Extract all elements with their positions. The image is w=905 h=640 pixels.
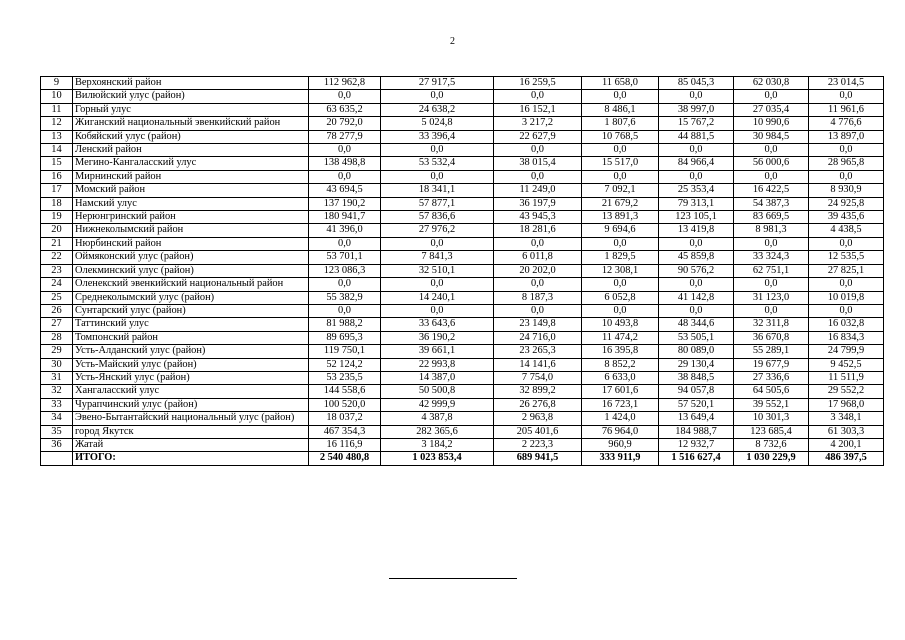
value-cell: 23 014,5 [809,77,884,90]
table-row [41,184,884,197]
district-name: Жиганский национальный эвенкийский район [73,117,309,130]
value-cell: 0,0 [381,144,494,157]
value-cell: 24 799,9 [809,345,884,358]
value-cell: 22 627,9 [494,130,582,143]
value-cell: 2 540 480,8 [309,452,381,465]
value-cell: 53 505,1 [659,331,734,344]
value-cell: 11 249,0 [494,184,582,197]
value-cell: 0,0 [734,90,809,103]
value-cell: 44 881,5 [659,130,734,143]
value-cell: 81 988,2 [309,318,381,331]
row-number: 16 [41,170,73,183]
value-cell: 4 776,6 [809,117,884,130]
value-cell: 1 516 627,4 [659,452,734,465]
district-name: Мирнинский район [73,170,309,183]
value-cell: 57 877,1 [381,197,494,210]
district-name: Таттинский улус [73,318,309,331]
value-cell: 144 558,6 [309,385,381,398]
value-cell: 0,0 [734,278,809,291]
budget-table [40,76,884,466]
value-cell: 180 941,7 [309,211,381,224]
value-cell: 31 123,0 [734,291,809,304]
value-cell: 53 532,4 [381,157,494,170]
value-cell: 8 852,2 [582,358,659,371]
value-cell: 25 353,4 [659,184,734,197]
value-cell: 0,0 [659,237,734,250]
value-cell: 27 917,5 [381,77,494,90]
table-row [41,331,884,344]
value-cell: 0,0 [309,304,381,317]
value-cell: 43 694,5 [309,184,381,197]
value-cell: 0,0 [309,237,381,250]
district-name: Оленекский эвенкийский национальный район [73,278,309,291]
value-cell: 39 552,1 [734,398,809,411]
value-cell: 112 962,8 [309,77,381,90]
row-number: 31 [41,371,73,384]
value-cell: 0,0 [659,170,734,183]
value-cell: 38 015,4 [494,157,582,170]
value-cell: 12 932,7 [659,438,734,451]
value-cell: 16 395,8 [582,345,659,358]
table-row [41,345,884,358]
table-row [41,144,884,157]
district-name: Намский улус [73,197,309,210]
value-cell: 14 240,1 [381,291,494,304]
value-cell: 6 011,8 [494,251,582,264]
row-number: 20 [41,224,73,237]
value-cell: 2 963,8 [494,412,582,425]
value-cell: 11 961,6 [809,103,884,116]
value-cell: 50 500,8 [381,385,494,398]
table-row [41,170,884,183]
value-cell: 8 930,9 [809,184,884,197]
value-cell: 36 197,9 [494,197,582,210]
total-row [41,452,884,465]
row-number: 18 [41,197,73,210]
table-row [41,438,884,451]
value-cell: 467 354,3 [309,425,381,438]
value-cell: 48 344,6 [659,318,734,331]
value-cell: 10 493,8 [582,318,659,331]
value-cell: 36 670,8 [734,331,809,344]
value-cell: 16 032,8 [809,318,884,331]
district-name: ИТОГО: [73,452,309,465]
row-number: 30 [41,358,73,371]
value-cell: 36 190,2 [381,331,494,344]
value-cell: 29 130,4 [659,358,734,371]
district-name: Момский район [73,184,309,197]
value-cell: 138 498,8 [309,157,381,170]
value-cell: 10 768,5 [582,130,659,143]
value-cell: 13 891,3 [582,211,659,224]
row-number: 35 [41,425,73,438]
value-cell: 56 000,6 [734,157,809,170]
value-cell: 486 397,5 [809,452,884,465]
value-cell: 14 141,6 [494,358,582,371]
value-cell: 78 277,9 [309,130,381,143]
table-row [41,291,884,304]
district-name: Томпонский район [73,331,309,344]
value-cell: 43 945,3 [494,211,582,224]
value-cell: 0,0 [494,90,582,103]
row-number: 26 [41,304,73,317]
value-cell: 42 999,9 [381,398,494,411]
value-cell: 1 829,5 [582,251,659,264]
value-cell: 16 834,3 [809,331,884,344]
value-cell: 57 836,6 [381,211,494,224]
value-cell: 0,0 [659,144,734,157]
value-cell: 0,0 [582,170,659,183]
value-cell: 8 486,1 [582,103,659,116]
value-cell: 14 387,0 [381,371,494,384]
value-cell: 0,0 [309,144,381,157]
value-cell: 24 638,2 [381,103,494,116]
value-cell: 1 807,6 [582,117,659,130]
row-number: 17 [41,184,73,197]
value-cell: 26 276,8 [494,398,582,411]
table-row [41,77,884,90]
value-cell: 32 510,1 [381,264,494,277]
value-cell: 3 184,2 [381,438,494,451]
value-cell: 94 057,8 [659,385,734,398]
row-number: 22 [41,251,73,264]
value-cell: 89 695,3 [309,331,381,344]
value-cell: 38 997,0 [659,103,734,116]
value-cell: 0,0 [494,304,582,317]
value-cell: 7 841,3 [381,251,494,264]
value-cell: 3 348,1 [809,412,884,425]
value-cell: 4 438,5 [809,224,884,237]
value-cell: 18 037,2 [309,412,381,425]
value-cell: 0,0 [494,144,582,157]
value-cell: 1 424,0 [582,412,659,425]
value-cell: 0,0 [582,90,659,103]
value-cell: 4 200,1 [809,438,884,451]
value-cell: 5 024,8 [381,117,494,130]
value-cell: 53 701,1 [309,251,381,264]
row-number: 10 [41,90,73,103]
value-cell: 29 552,2 [809,385,884,398]
table-row [41,412,884,425]
table-row [41,304,884,317]
district-name: Мегино-Кангаласский улус [73,157,309,170]
value-cell: 54 387,3 [734,197,809,210]
table-row [41,371,884,384]
district-name: Хангаласский улус [73,385,309,398]
value-cell: 7 092,1 [582,184,659,197]
row-number: 15 [41,157,73,170]
value-cell: 83 669,5 [734,211,809,224]
value-cell: 333 911,9 [582,452,659,465]
value-cell: 17 601,6 [582,385,659,398]
value-cell: 16 422,5 [734,184,809,197]
value-cell: 6 633,0 [582,371,659,384]
value-cell: 10 990,6 [734,117,809,130]
value-cell: 184 988,7 [659,425,734,438]
value-cell: 10 019,8 [809,291,884,304]
value-cell: 123 086,3 [309,264,381,277]
table-row [41,197,884,210]
value-cell: 0,0 [309,170,381,183]
value-cell: 0,0 [494,278,582,291]
value-cell: 137 190,2 [309,197,381,210]
value-cell: 0,0 [809,170,884,183]
value-cell: 0,0 [809,304,884,317]
value-cell: 80 089,0 [659,345,734,358]
value-cell: 10 301,3 [734,412,809,425]
value-cell: 33 643,6 [381,318,494,331]
row-number: 23 [41,264,73,277]
value-cell: 30 984,5 [734,130,809,143]
table-row [41,385,884,398]
value-cell: 0,0 [381,278,494,291]
value-cell: 20 792,0 [309,117,381,130]
value-cell: 12 308,1 [582,264,659,277]
value-cell: 119 750,1 [309,345,381,358]
value-cell: 11 511,9 [809,371,884,384]
value-cell: 63 635,2 [309,103,381,116]
value-cell: 84 966,4 [659,157,734,170]
value-cell: 2 223,3 [494,438,582,451]
value-cell: 24 925,8 [809,197,884,210]
value-cell: 19 677,9 [734,358,809,371]
value-cell: 123 685,4 [734,425,809,438]
table-body [41,77,884,466]
table-row [41,318,884,331]
table-row [41,251,884,264]
value-cell: 0,0 [809,237,884,250]
row-number: 9 [41,77,73,90]
value-cell: 15 767,2 [659,117,734,130]
value-cell: 76 964,0 [582,425,659,438]
value-cell: 20 202,0 [494,264,582,277]
value-cell: 689 941,5 [494,452,582,465]
value-cell: 205 401,6 [494,425,582,438]
value-cell: 8 187,3 [494,291,582,304]
table-row [41,264,884,277]
value-cell: 0,0 [582,304,659,317]
value-cell: 0,0 [381,304,494,317]
value-cell: 0,0 [381,90,494,103]
row-number: 19 [41,211,73,224]
value-cell: 32 899,2 [494,385,582,398]
value-cell: 27 825,1 [809,264,884,277]
value-cell: 11 658,0 [582,77,659,90]
value-cell: 6 052,8 [582,291,659,304]
value-cell: 62 030,8 [734,77,809,90]
value-cell: 0,0 [809,90,884,103]
value-cell: 53 235,5 [309,371,381,384]
value-cell: 79 313,1 [659,197,734,210]
value-cell: 45 859,8 [659,251,734,264]
table-row [41,90,884,103]
district-name: Горный улус [73,103,309,116]
value-cell: 27 336,6 [734,371,809,384]
value-cell: 0,0 [582,144,659,157]
district-name: Верхоянский район [73,77,309,90]
district-name: Нижнеколымский район [73,224,309,237]
value-cell: 0,0 [381,237,494,250]
value-cell: 16 723,1 [582,398,659,411]
row-number: 21 [41,237,73,250]
district-name: Кобяйский улус (район) [73,130,309,143]
value-cell: 15 517,0 [582,157,659,170]
value-cell: 0,0 [734,304,809,317]
value-cell: 0,0 [809,278,884,291]
value-cell: 0,0 [381,170,494,183]
row-number: 33 [41,398,73,411]
district-name: город Якутск [73,425,309,438]
value-cell: 18 341,1 [381,184,494,197]
value-cell: 32 311,8 [734,318,809,331]
value-cell: 3 217,2 [494,117,582,130]
table-row [41,237,884,250]
district-name: Усть-Майский улус (район) [73,358,309,371]
table-row [41,117,884,130]
value-cell: 13 419,8 [659,224,734,237]
row-number: 25 [41,291,73,304]
value-cell: 85 045,3 [659,77,734,90]
value-cell: 100 520,0 [309,398,381,411]
value-cell: 41 396,0 [309,224,381,237]
value-cell: 282 365,6 [381,425,494,438]
value-cell: 28 965,8 [809,157,884,170]
value-cell: 8 981,3 [734,224,809,237]
value-cell: 8 732,6 [734,438,809,451]
value-cell: 23 149,8 [494,318,582,331]
value-cell: 0,0 [734,170,809,183]
footer-rule [389,578,517,579]
value-cell: 1 023 853,4 [381,452,494,465]
value-cell: 23 265,3 [494,345,582,358]
row-number: 13 [41,130,73,143]
row-number: 14 [41,144,73,157]
row-number: 27 [41,318,73,331]
value-cell: 39 435,6 [809,211,884,224]
value-cell: 123 105,1 [659,211,734,224]
value-cell: 22 993,8 [381,358,494,371]
value-cell: 16 259,5 [494,77,582,90]
value-cell: 1 030 229,9 [734,452,809,465]
value-cell: 0,0 [494,170,582,183]
district-name: Вилюйский улус (район) [73,90,309,103]
value-cell: 0,0 [582,278,659,291]
value-cell: 41 142,8 [659,291,734,304]
value-cell: 38 848,5 [659,371,734,384]
district-name: Ленский район [73,144,309,157]
value-cell: 57 520,1 [659,398,734,411]
district-name: Среднеколымский улус (район) [73,291,309,304]
row-number [41,452,73,465]
value-cell: 960,9 [582,438,659,451]
table-row [41,398,884,411]
row-number: 29 [41,345,73,358]
value-cell: 39 661,1 [381,345,494,358]
district-name: Усть-Алданский улус (район) [73,345,309,358]
value-cell: 13 897,0 [809,130,884,143]
value-cell: 9 694,6 [582,224,659,237]
value-cell: 16 116,9 [309,438,381,451]
table-row [41,425,884,438]
table-row [41,278,884,291]
row-number: 32 [41,385,73,398]
value-cell: 61 303,3 [809,425,884,438]
value-cell: 27 976,2 [381,224,494,237]
row-number: 11 [41,103,73,116]
district-name: Олекминский улус (район) [73,264,309,277]
value-cell: 17 968,0 [809,398,884,411]
table-row [41,157,884,170]
value-cell: 0,0 [309,90,381,103]
district-name: Эвено-Бытантайский национальный улус (район) [73,412,309,425]
value-cell: 52 124,2 [309,358,381,371]
district-name: Чурапчинский улус (район) [73,398,309,411]
row-number: 28 [41,331,73,344]
value-cell: 0,0 [659,90,734,103]
value-cell: 0,0 [809,144,884,157]
table-row [41,211,884,224]
value-cell: 18 281,6 [494,224,582,237]
value-cell: 0,0 [659,304,734,317]
table-row [41,358,884,371]
value-cell: 24 716,0 [494,331,582,344]
value-cell: 7 754,0 [494,371,582,384]
district-name: Усть-Янский улус (район) [73,371,309,384]
value-cell: 12 535,5 [809,251,884,264]
row-number: 12 [41,117,73,130]
value-cell: 64 505,6 [734,385,809,398]
value-cell: 27 035,4 [734,103,809,116]
value-cell: 13 649,4 [659,412,734,425]
value-cell: 0,0 [734,144,809,157]
district-name: Нюрбинский район [73,237,309,250]
value-cell: 0,0 [494,237,582,250]
row-number: 36 [41,438,73,451]
value-cell: 16 152,1 [494,103,582,116]
district-name: Нерюнгринский район [73,211,309,224]
table-row [41,130,884,143]
value-cell: 62 751,1 [734,264,809,277]
table-row [41,103,884,116]
value-cell: 4 387,8 [381,412,494,425]
row-number: 34 [41,412,73,425]
value-cell: 0,0 [309,278,381,291]
district-name: Жатай [73,438,309,451]
page-number: 2 [450,36,455,47]
value-cell: 0,0 [734,237,809,250]
value-cell: 0,0 [659,278,734,291]
value-cell: 55 289,1 [734,345,809,358]
value-cell: 90 576,2 [659,264,734,277]
district-name: Оймяконский улус (район) [73,251,309,264]
value-cell: 0,0 [582,237,659,250]
value-cell: 9 452,5 [809,358,884,371]
value-cell: 33 324,3 [734,251,809,264]
value-cell: 21 679,2 [582,197,659,210]
value-cell: 11 474,2 [582,331,659,344]
table-row [41,224,884,237]
row-number: 24 [41,278,73,291]
district-name: Сунтарский улус (район) [73,304,309,317]
value-cell: 55 382,9 [309,291,381,304]
value-cell: 33 396,4 [381,130,494,143]
